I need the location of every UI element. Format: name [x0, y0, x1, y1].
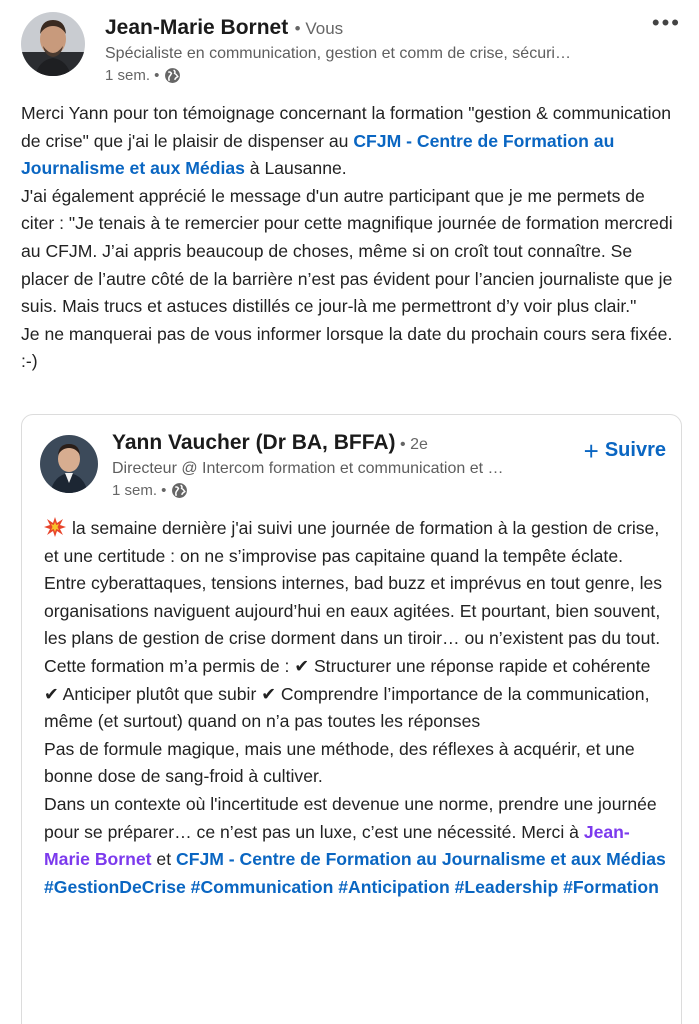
- post-paragraph: J'ai également apprécié le message d'un autre participant que je me permets de citer : "Je tenais à te remercier pour cette magnifique journée de formation mercredi au CFJM. J’ai appris beaucoup de choses, même si on croît tout connaître. Se placer de l’autre côté de la barrière n’est pas évident pour l’ancien journaliste que je suis. Mais trucs et astuces distillés ce jour-là me permettront d’y voir plus clair.": [21, 185, 673, 317]
- shared-post-time: 1 sem. •: [112, 482, 167, 499]
- author-name[interactable]: Jean-Marie Bornet: [105, 16, 289, 39]
- author-avatar[interactable]: [21, 12, 85, 76]
- shared-author-info: [112, 431, 552, 499]
- follow-button[interactable]: [583, 435, 666, 466]
- post-header: [21, 12, 681, 92]
- plus-icon: +: [583, 435, 599, 466]
- post-paragraph: Je ne manquerai pas de vous informer lorsque la date du prochain cours sera fixée. :-): [21, 323, 673, 372]
- post-paragraph: Merci Yann pour ton témoignage concernant la formation "gestion & communication de crise" que j'ai le plaisir de dispenser au CFJM - Centre de Formation au Journalisme et aux Médias à Lausanne.: [21, 103, 672, 179]
- globe-icon: [171, 482, 188, 499]
- author-info: [105, 16, 625, 84]
- shared-post-text: [44, 515, 682, 901]
- company-link[interactable]: CFJM - Centre de Formation au Journalisme et aux Médias: [21, 130, 615, 179]
- shared-paragraph: Dans un contexte où l'incertitude est devenue une norme, prendre une journée pour se préparer… ce n’est pas un luxe, c’est une nécessité. Merci à Jean-Marie Bornet et CFJM - Centre de Formation au Journalisme et aux Médias: [44, 793, 666, 870]
- shared-author-headline: Directeur @ Intercom formation et communication et …: [112, 460, 504, 477]
- post-meta: [105, 67, 625, 84]
- shared-author-avatar[interactable]: [40, 435, 98, 493]
- shared-paragraph: Pas de formule magique, mais une méthode, des réflexes à acquérir, et une bonne dose de sang-froid à cultiver.: [44, 738, 635, 787]
- shared-author-name[interactable]: Yann Vaucher (Dr BA, BFFA): [112, 431, 396, 454]
- collision-emoji-icon: [44, 517, 66, 537]
- globe-icon: [164, 67, 181, 84]
- more-options-button[interactable]: •••: [651, 10, 681, 35]
- shared-paragraph: Entre cyberattaques, tensions internes, bad buzz et imprévus en tout genre, les organisations naviguent aujourd’hui en eaux agitées. Et pourtant, bien souvent, les plans de gestion de crise dorment dans un tiroir… ou n’existent pas du tout.: [44, 573, 663, 649]
- author-relation: • Vous: [294, 19, 344, 38]
- hashtags[interactable]: #GestionDeCrise #Communication #Anticipation #Leadership #Formation: [44, 876, 659, 897]
- shared-paragraph: la semaine dernière j'ai suivi une journée de formation à la gestion de crise, et une certitude : on ne s’improvise pas capitaine quand la tempête éclate.: [44, 518, 660, 566]
- shared-post-card[interactable]: [21, 414, 682, 1024]
- mention-link[interactable]: Jean-Marie Bornet: [44, 821, 630, 870]
- connection-degree: • 2e: [400, 436, 428, 453]
- post-text: [21, 100, 681, 376]
- post-time: 1 sem. •: [105, 67, 160, 84]
- shared-post-meta: [112, 482, 552, 499]
- author-headline: Spécialiste en communication, gestion et comm de crise, sécuri…: [105, 45, 571, 62]
- shared-paragraph: Cette formation m’a permis de : ✔ Structurer une réponse rapide et cohérente ✔ Anticiper plutôt que subir ✔ Comprendre l’importance de la communication, même (et surtout) quand on n’a pas toutes les réponses: [44, 655, 651, 732]
- company-link[interactable]: CFJM - Centre de Formation au Journalisme et aux Médias: [176, 849, 666, 870]
- follow-label: Suivre: [604, 439, 666, 461]
- shared-post-header: [40, 431, 670, 511]
